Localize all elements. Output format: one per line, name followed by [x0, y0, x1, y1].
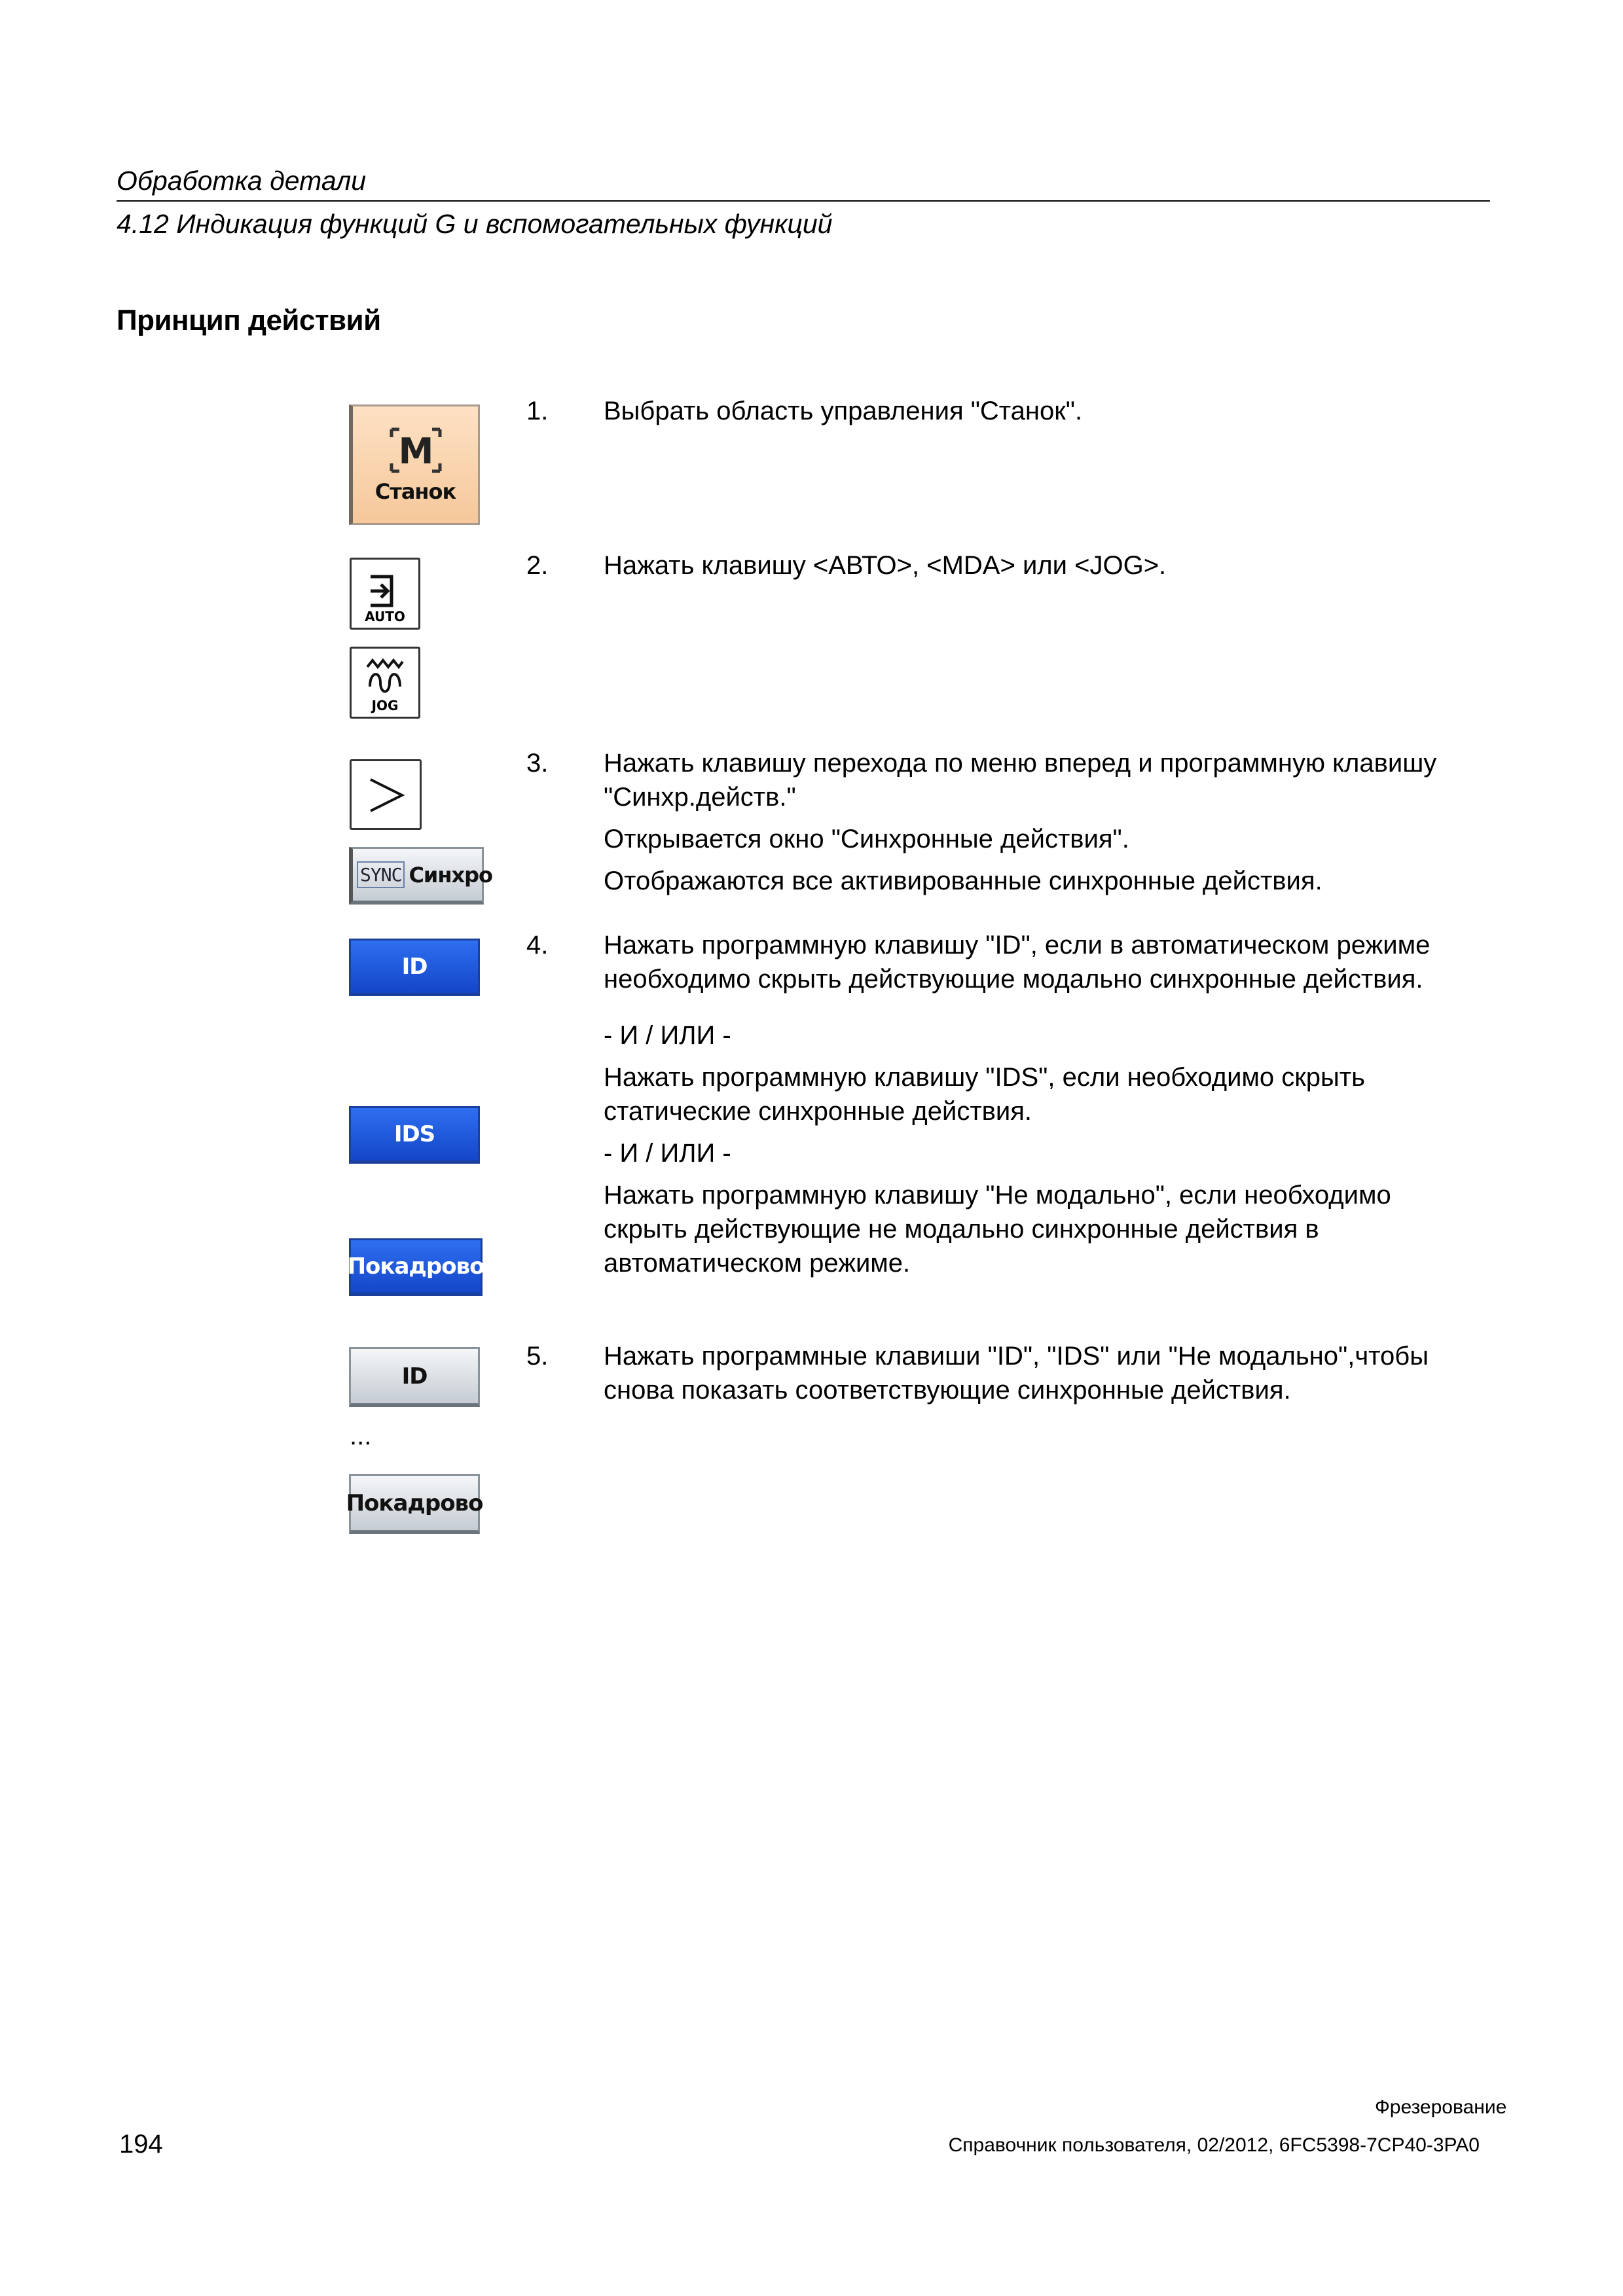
step-text: [604, 394, 1481, 428]
id-softkey[interactable]: [349, 1347, 480, 1407]
step-line: Нажать клавишу перехода по меню вперед и программную клавишу "Синхр.действ.": [604, 749, 1437, 812]
step-line: Нажать программную клавишу "ID", если в автоматическом режиме необходимо скрыть действующие модально синхронные действия.: [604, 931, 1431, 994]
auto-arrow-icon: [365, 573, 405, 609]
step-text: [604, 1339, 1481, 1407]
step-line: Открывается окно "Синхронные действия".: [604, 825, 1129, 853]
jog-wave-icon: [363, 658, 407, 698]
id-softkey-label: ID: [401, 1363, 428, 1390]
blockwise-softkey-label: Покадрово: [346, 1490, 483, 1516]
chevron-right-icon: [363, 772, 409, 817]
blockwise-softkey-active-label: Покадрово: [347, 1253, 484, 1280]
id-softkey-active[interactable]: [349, 939, 480, 996]
auto-key[interactable]: [350, 558, 420, 630]
ellipsis: ...: [350, 1422, 372, 1450]
svg-text:M: M: [398, 431, 433, 472]
step-line: - И / ИЛИ -: [604, 1021, 731, 1050]
step-number: 3.: [526, 749, 549, 778]
blockwise-softkey[interactable]: [346, 1474, 483, 1534]
step-line: Отображаются все активированные синхронные действия.: [604, 867, 1322, 895]
jog-key-label: JOG: [371, 698, 399, 713]
footer-book: Фрезерование: [1375, 2096, 1507, 2118]
footer-reference: Справочник пользователя, 02/2012, 6FC5398-7CP40-3PA0: [948, 2134, 1480, 2156]
step-text: [604, 928, 1481, 1280]
section-title: 4.12 Индикация функций G и вспомогательных функций: [117, 209, 833, 239]
step-line: Нажать программную клавишу "IDS", если необходимо скрыть статические синхронные действия.: [604, 1063, 1365, 1126]
machine-softkey-label: Станок: [374, 479, 456, 504]
step-text: [604, 548, 1481, 583]
id-softkey-active-label: ID: [401, 954, 428, 980]
page-number: 194: [119, 2130, 163, 2159]
auto-key-label: AUTO: [365, 609, 405, 624]
step-number: 1.: [526, 397, 549, 425]
ids-softkey-active-label: IDS: [393, 1121, 435, 1147]
ids-softkey-active[interactable]: [349, 1106, 480, 1164]
machine-icon: [388, 425, 444, 475]
page-heading: Принцип действий: [117, 304, 381, 336]
step-text: [604, 746, 1481, 898]
sync-softkey-label: Синхро: [409, 862, 492, 888]
menu-forward-key[interactable]: [350, 759, 422, 830]
sync-icon: SYNC: [357, 861, 405, 888]
step-line: - И / ИЛИ -: [604, 1139, 731, 1168]
step-line: Нажать клавишу <АВТО>, <MDA> или <JOG>.: [604, 551, 1167, 580]
step-number: 4.: [526, 931, 549, 960]
jog-key[interactable]: [350, 647, 420, 719]
step-line: Нажать программную клавишу "Не модально", если необходимо скрыть действующие не модально синхронные действия в автоматическом режиме.: [604, 1181, 1391, 1278]
machine-softkey[interactable]: [349, 404, 480, 525]
step-line: Нажать программные клавиши "ID", "IDS" или "Не модально",чтобы снова показать соответствующие синхронные действия.: [604, 1342, 1429, 1405]
step-number: 5.: [526, 1342, 549, 1371]
header-rule: [117, 200, 1490, 202]
step-line: Выбрать область управления "Станок".: [604, 397, 1083, 425]
sync-actions-softkey[interactable]: [349, 847, 492, 905]
step-number: 2.: [526, 551, 549, 580]
chapter-title: Обработка детали: [117, 166, 367, 196]
blockwise-softkey-active[interactable]: [349, 1238, 483, 1296]
